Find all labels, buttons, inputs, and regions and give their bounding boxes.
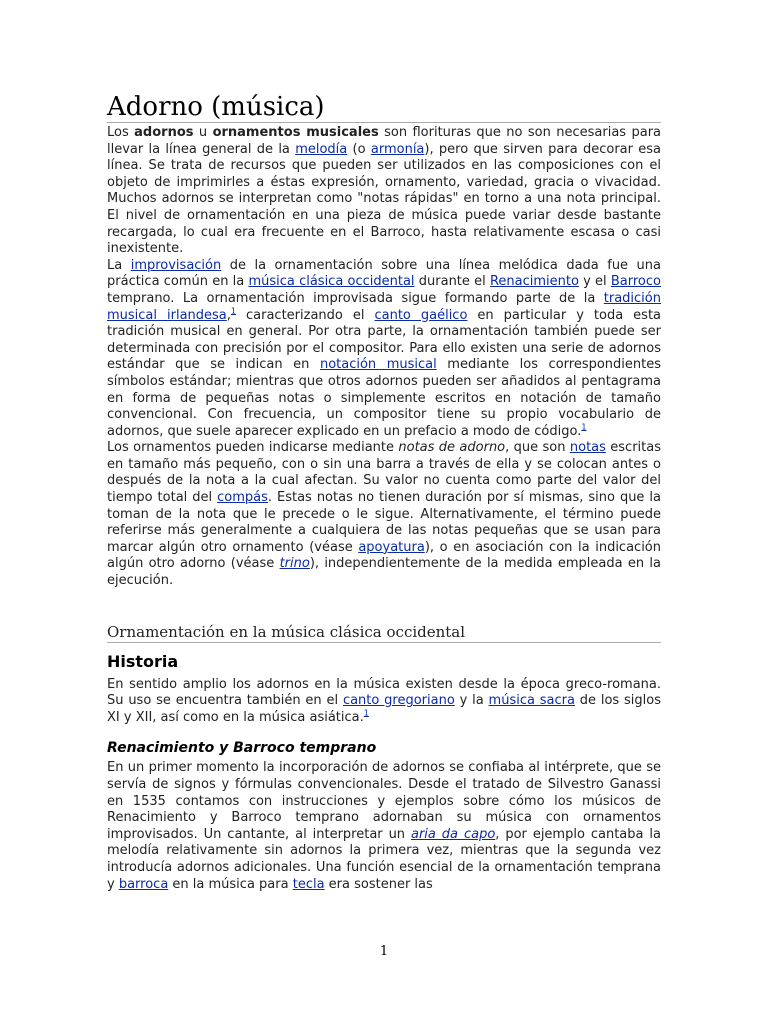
bold-term: adornos (134, 125, 194, 140)
text: Los ornamentos pueden indicarse mediante (107, 440, 399, 456)
link-barroca[interactable]: barroca (118, 876, 169, 892)
text: de los siglos XI y XII, así como en la música asiática. (107, 693, 661, 725)
text: caracterizando el (236, 307, 375, 323)
text: , por ejemplo cantaba la melodía relativamente sin adornos la primera vez, mientras que la segunda vez introducía adornos adicionales. Una función esencial de la ornamentación temprana y (107, 826, 661, 892)
renacimiento-heading: Renacimiento y Barroco temprano (107, 740, 377, 757)
link-aria-da-capo[interactable]: aria da capo (410, 826, 496, 842)
bold-term: ornamentos musicales (212, 125, 379, 140)
link-musica-clasica-occidental[interactable]: música clásica occidental (248, 274, 415, 290)
historia-heading: Historia (107, 651, 179, 671)
text: en la música para (168, 876, 293, 892)
text: mediante los correspondientes símbolos estándar; mientras que otros adornos pueden ser añadidos al pentagrama en forma de pequeñas notas o simplemente escritos en notación de tamaño convencional. Con frecuencia, un compositor tiene su propio vocabulario de adornos, que suele aparecer explicado en un prefacio a modo de código. (107, 357, 662, 439)
link-renacimiento[interactable]: Renacimiento (489, 274, 579, 290)
text: son florituras que no son necesarias para llevar la línea general de la (107, 125, 662, 157)
link-tradicion-irlandesa[interactable]: tradición musical irlandesa (107, 290, 661, 323)
renacimiento-paragraph (107, 760, 661, 893)
link-notas[interactable]: notas (569, 440, 606, 456)
text: en particular y toda esta tradición musical en general. Por otra parte, la ornamentación también puede ser determinada con precisión por el compositor. Para ello existen una serie de adornos estándar que se indican en (107, 307, 662, 373)
link-canto-gregoriano[interactable]: canto gregoriano (342, 693, 455, 709)
text: (o (347, 141, 371, 157)
text: La (107, 257, 131, 273)
text: de la ornamentación sobre una línea melódica dada fue una práctica común en la (107, 257, 661, 290)
text: En un primer momento la incorporación de adornos se confiaba al intérprete, que se servía de signos y fórmulas convencionales. Desde el tratado de Silvestro Ganassi en 1535 contamos con instrucciones y ejemplos sobre cómo los músicos de Renacimiento y Barroco temprano adornaban su música con ornamentos improvisados. Un cantante, al interpretar un (107, 760, 661, 842)
improvisation-paragraph (107, 258, 661, 441)
text: y el (578, 274, 611, 290)
footnote-ref[interactable]: 1 (581, 422, 587, 432)
link-improvisacion[interactable]: improvisación (130, 257, 222, 273)
text: durante el (414, 274, 490, 290)
section-title: Ornamentación en la música clásica occidental (107, 622, 466, 641)
text: ), pero que sirven para decorar esa línea. Se trata de recursos que pueden ser utilizados en las composiciones con el objeto de imprimirles a éstas expresión, ornamento, variedad, gracia o vivacidad. Muchos adornos se interpretan como "notas rápidas" en torno a una nota principal. El nivel de ornamentación en una pieza de música puede variar desde bastante recargada, lo cual era frecuente en el Barroco, hasta relativamente escasa o casi inexistente. (107, 141, 662, 257)
page-number: 1 (379, 944, 389, 959)
link-apoyatura[interactable]: apoyatura (358, 539, 425, 555)
historia-paragraph (107, 677, 661, 727)
link-musica-sacra[interactable]: música sacra (488, 693, 575, 709)
grace-notes-paragraph (107, 440, 661, 589)
intro-paragraph (107, 125, 661, 258)
text: , (226, 307, 231, 323)
text: , que son (505, 440, 570, 456)
text: ), o en asociación con la indicación algún otro adorno (véase (107, 539, 661, 572)
link-trino[interactable]: trino (279, 556, 310, 572)
footnote-ref[interactable]: 1 (230, 306, 237, 316)
text: . Estas notas no tienen duración por sí mismas, sino que la toman de la nota que le precede o le sigue. Alternativamente, el término puede referirse más generalmente a cualquiera de las notas pequeñas que se usan para marcar algún otro ornamento (véase (107, 490, 661, 555)
page-title: Adorno (música) (107, 92, 325, 122)
text: u (193, 125, 213, 140)
link-compas[interactable]: compás (217, 490, 268, 506)
text: En sentido amplio los adornos en la música existen desde la época greco-romana. Su uso se encuentra también en el (107, 676, 661, 709)
section-divider (107, 642, 661, 643)
document-page (107, 90, 661, 893)
text: ), independientemente de la medida empleada en la ejecución. (107, 556, 661, 589)
link-tecla[interactable]: tecla (292, 876, 325, 892)
link-canto-gaelico[interactable]: canto gaélico (374, 307, 468, 323)
text: temprano. La ornamentación improvisada sigue formando parte de la (107, 290, 604, 306)
link-melodia[interactable]: melodía (295, 141, 348, 157)
link-barroco[interactable]: Barroco (610, 274, 661, 290)
text: era sostener las (324, 876, 433, 892)
text: escritas en tamaño más pequeño, con o sin una barra a través de ella y se colocan antes o después de la nota a la cual afectan. Su valor no cuenta como parte del valor del tiempo total del (107, 440, 661, 506)
footnote-ref[interactable]: 1 (363, 708, 369, 718)
link-notacion-musical[interactable]: notación musical (319, 357, 437, 373)
link-armonia[interactable]: armonía (370, 141, 425, 157)
text: Los (107, 125, 135, 140)
text: y la (454, 693, 489, 709)
italic-term: notas de adorno (398, 440, 506, 456)
